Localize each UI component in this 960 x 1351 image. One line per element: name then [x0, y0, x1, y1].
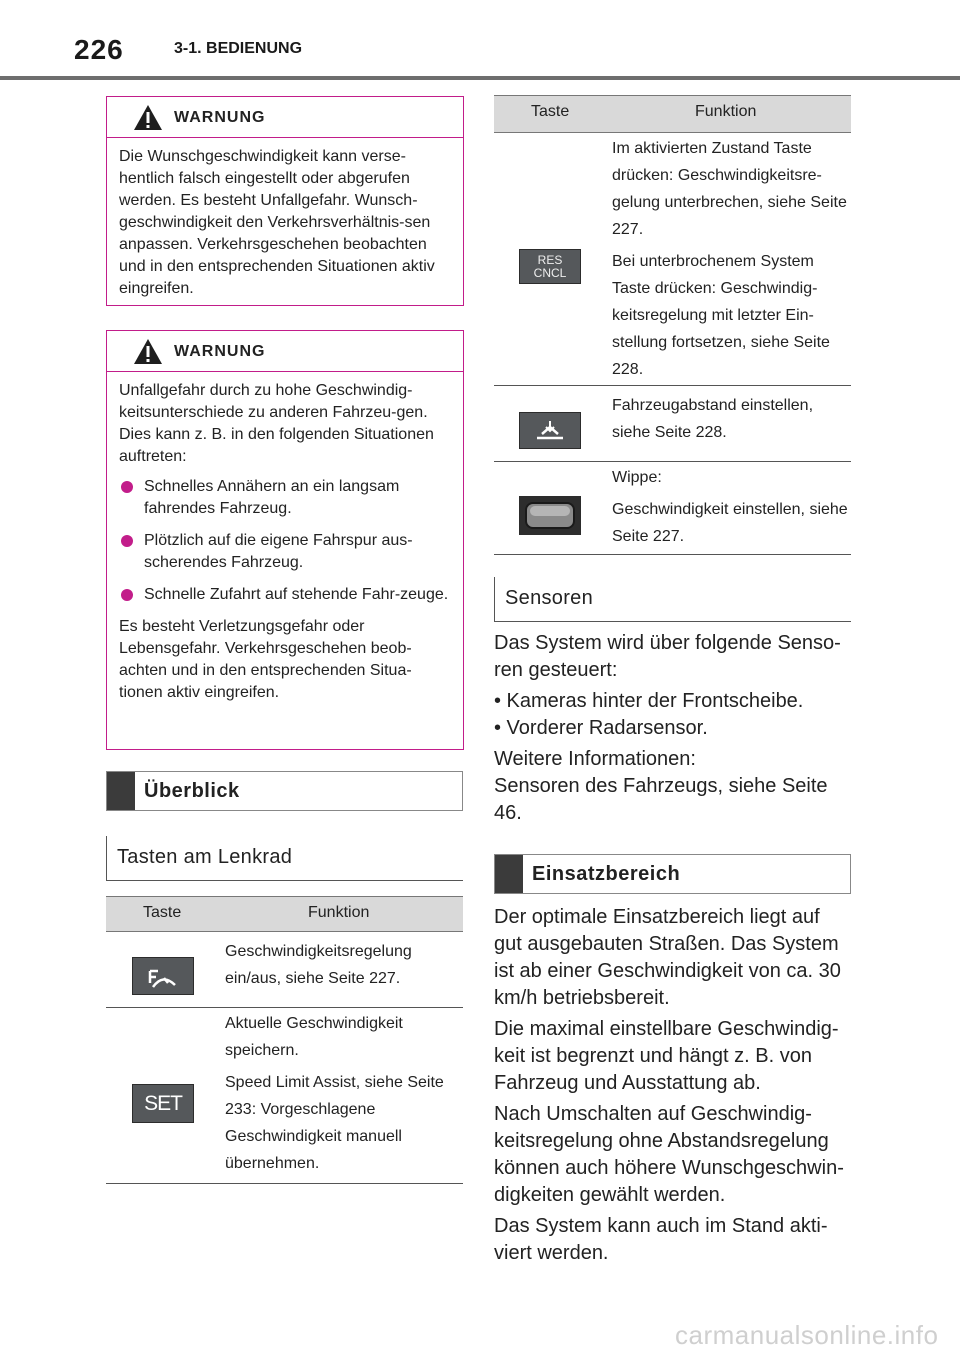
warning-bullet: Schnelles Annähern an ein langsam fahrendes Fahrzeug.: [119, 476, 453, 520]
sensors-intro: Das System wird über folgende Senso-ren gesteuert:: [494, 632, 841, 681]
table-row: [494, 386, 851, 462]
section-bar: [107, 772, 135, 810]
sensors-reference: Sensoren des Fahrzeugs, siehe Seite 46.: [494, 775, 828, 824]
cruise-control-onoff-icon: [132, 957, 194, 995]
usage-paragraph: Der optimale Einsatzbereich liegt auf gut ausgebauten Straßen. Das System ist ab einer Geschwindigkeit von ca. 30 km/h betriebsbereit.: [494, 906, 841, 1009]
column-header-function: Funktion: [308, 904, 370, 921]
distance-key-icon: [519, 412, 581, 449]
warning-box-1: [106, 96, 464, 306]
rocker-switch-icon: [519, 496, 581, 535]
warning-bullet: Schnelle Zufahrt auf stehende Fahr-zeuge.: [119, 584, 453, 606]
warning-title: WARNUNG: [174, 109, 266, 126]
usage-text: [494, 904, 850, 1271]
warning-text: [107, 138, 463, 300]
warning-bullet: Plötzlich auf die eigene Fahrspur aus-scherendes Fahrzeug.: [119, 530, 453, 574]
warning-triangle-icon: [133, 104, 163, 131]
section-heading-overview: Überblick: [106, 771, 463, 811]
warning-intro: Unfallgefahr durch zu hohe Geschwindig-keitsunterschiede zu anderen Fahrzeu-gen. Dies kann z. B. in den folgenden Situationen auftreten:: [119, 382, 434, 465]
section-heading-usage: Einsatzbereich: [494, 854, 851, 894]
res-cncl-key-icon: RES CNCL: [519, 249, 581, 284]
function-text: Speed Limit Assist, siehe Seite 233: Vorgeschlagene Geschwindigkeit manuell übernehmen.: [225, 1074, 444, 1172]
table-row: [106, 1008, 463, 1184]
header-rule: [0, 76, 960, 80]
function-text: Geschwindigkeit einstellen, siehe Seite 227.: [612, 501, 848, 545]
table-row: [106, 932, 463, 1008]
warning-header: [107, 97, 463, 138]
warning-paragraph: Die Wunschgeschwindigkeit kann verse-hentlich falsch eingestellt oder abgerufen werden. Es besteht Unfallgefahr. Wunsch-geschwindigkeit den Verkehrsverhältnis-sen anpassen. Verkehrsgeschehen beobachten und in den entsprechenden Situationen aktiv eingreifen.: [119, 148, 435, 297]
warning-text: [107, 372, 463, 704]
function-text: Fahrzeugabstand einstellen, siehe Seite 228.: [612, 397, 814, 441]
warning-box-2: [106, 330, 464, 750]
usage-paragraph: Das System kann auch im Stand akti-viert werden.: [494, 1215, 828, 1264]
watermark: carmanualsonline.info: [675, 1320, 939, 1350]
warning-header: [107, 331, 463, 372]
sensors-more: Weitere Informationen:: [494, 748, 696, 770]
sensors-item: • Kameras hinter der Frontscheibe.: [494, 690, 804, 712]
section-bar: [495, 855, 523, 893]
keys-table-right: [494, 95, 851, 555]
column-header-key: Taste: [531, 103, 570, 120]
function-text: Bei unterbrochenem System Taste drücken: Geschwindig-keitsregelung mit letzter Ein-stellung fortsetzen, siehe Seite 228.: [612, 253, 830, 378]
bullet-dot-icon: [121, 535, 133, 547]
keys-table-left: [106, 896, 463, 1184]
column-header-function: Funktion: [695, 103, 757, 120]
table-header: [106, 896, 463, 932]
warning-outro: Es besteht Verletzungsgefahr oder Lebensgefahr. Verkehrsgeschehen beob-achten und in den entsprechenden Situa-tionen aktiv eingreifen.: [119, 618, 412, 701]
function-text: Geschwindigkeitsregelung ein/aus, siehe Seite 227.: [225, 943, 412, 987]
subheading-sensors: Sensoren: [494, 577, 851, 622]
usage-paragraph: Die maximal einstellbare Geschwindig-keit ist begrenzt und hängt z. B. von Fahrzeug und Ausstattung ab.: [494, 1018, 839, 1094]
table-row: [494, 133, 851, 386]
function-text: Aktuelle Geschwindigkeit speichern.: [225, 1015, 403, 1059]
sensors-item: • Vorderer Radarsensor.: [494, 717, 708, 739]
table-row: [494, 462, 851, 555]
warning-triangle-icon: [133, 338, 163, 365]
column-header-key: Taste: [143, 904, 182, 921]
subheading-steering-keys: Tasten am Lenkrad: [106, 836, 463, 881]
bullet-dot-icon: [121, 589, 133, 601]
page-number: 226: [74, 34, 124, 65]
warning-title: WARNUNG: [174, 343, 266, 360]
chapter-title: 3-1. BEDIENUNG: [174, 40, 303, 57]
usage-paragraph: Nach Umschalten auf Geschwindig-keitsregelung ohne Abstandsregelung können auch höhere Wunschgeschwin-digkeiten gewählt werden.: [494, 1103, 844, 1206]
table-header: [494, 95, 851, 133]
sensors-text: [494, 630, 854, 831]
function-text: Im aktivierten Zustand Taste drücken: Geschwindigkeitsre-gelung unterbrechen, siehe Seite 227.: [612, 140, 847, 238]
bullet-dot-icon: [121, 481, 133, 493]
set-key-icon: SET: [132, 1084, 194, 1123]
function-text: Wippe:: [612, 469, 662, 486]
